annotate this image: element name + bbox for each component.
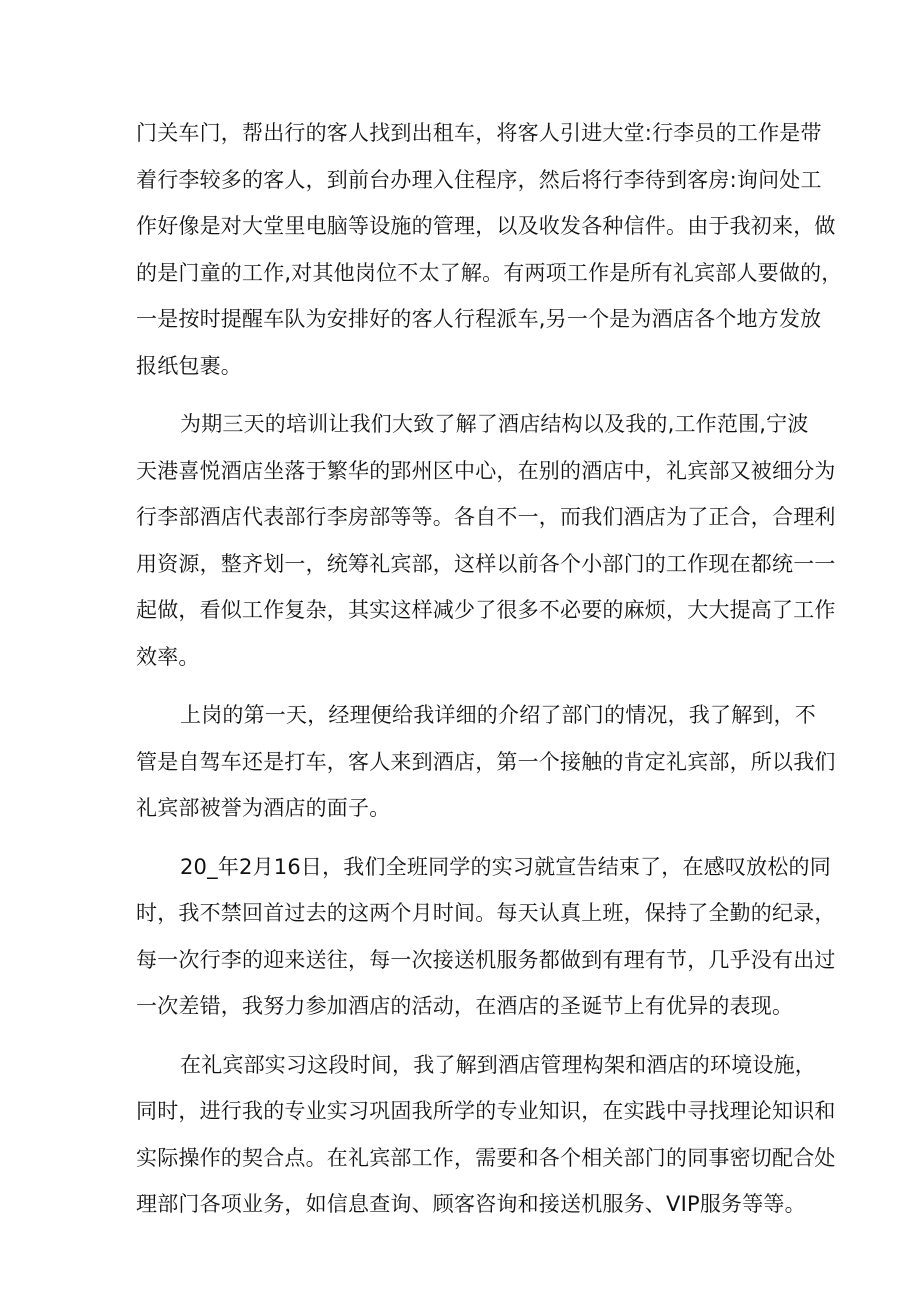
document-page [136,110,843,1228]
paragraph-3 [136,692,836,832]
text-line: 理部门各项业务，如信息查询、顾客咨询和接送机服务、VIP服务等等。 [136,1192,806,1216]
text-line: 礼宾部被誉为酒店的面子。 [136,796,391,820]
text-line: 作好像是对大堂里电脑等设施的管理，以及收发各种信件。由于我初来，做 [136,214,836,238]
text-line: 报纸包裹。 [136,353,242,378]
text-line: 天港喜悦酒店坐落于繁华的郢州区中心，在别的酒店中，礼宾部又被细分为 [136,458,836,483]
text-line: 门关车门，帮出行的客人找到出租车，将客人引进大堂:行李员的工作是带 [136,121,822,145]
paragraph-4 [136,844,836,1030]
text-line: 着行李较多的客人，到前台办理入住程序，然后将行李待到客房:询问处工 [136,167,822,192]
text-line: 用资源，整齐划一，统筹礼宾部，这样以前各个小部门的工作现在都统一一 [136,551,836,576]
text-line: 20_年2月16日，我们全班同学的实习就宣告结束了，在感叹放松的同 [180,854,831,879]
text-line: 管是自驾车还是打车，客人来到酒店，第一个接触的肯定礼宾部，所以我们 [136,749,836,774]
text-line: 时，我不禁回首过去的这两个月时间。每天认真上班，保持了全勤的纪录， [136,901,836,925]
text-line: 同时，进行我的专业实习巩固我所学的专业知识，在实践中寻找理论知识和 [136,1099,836,1123]
text-line: 一次差错，我努力参加酒店的活动，在酒店的圣诞节上有优异的表现。 [136,994,794,1018]
text-line: 实际操作的契合点。在礼宾部工作，需要和各个相关部门的同事密切配合处 [136,1145,836,1170]
paragraph-5 [136,1042,836,1228]
text-line: 起做，看似工作复杂，其实这样减少了很多不必要的麻烦，大大提高了工作 [136,598,836,622]
text-line: 的是门童的工作,对其他岗位不太了解。有两项工作是所有礼宾部人要做的， [136,260,843,285]
paragraph-1 [136,110,843,389]
text-line: 上岗的第一天，经理便给我详细的介绍了部门的情况，我了解到，不 [180,703,816,727]
text-line: 在礼宾部实习这段时间，我了解到酒店管理构架和酒店的环境设施， [180,1052,816,1077]
text-line: 一是按时提醒车队为安排好的客人行程派车,另一个是为酒店各个地方发放 [136,307,822,331]
text-line: 行李部酒店代表部行李房部等等。各自不一，而我们酒店为了正合，合理利 [136,505,836,529]
text-line: 每一次行李的迎来送往，每一次接送机服务都做到有理有节，几乎没有出过 [136,947,836,972]
text-line: 为期三天的培训让我们大致了解了酒店结构以及我的,工作范围,宁波 [180,412,809,436]
paragraph-2 [136,401,836,680]
text-line: 效率。 [136,644,200,669]
